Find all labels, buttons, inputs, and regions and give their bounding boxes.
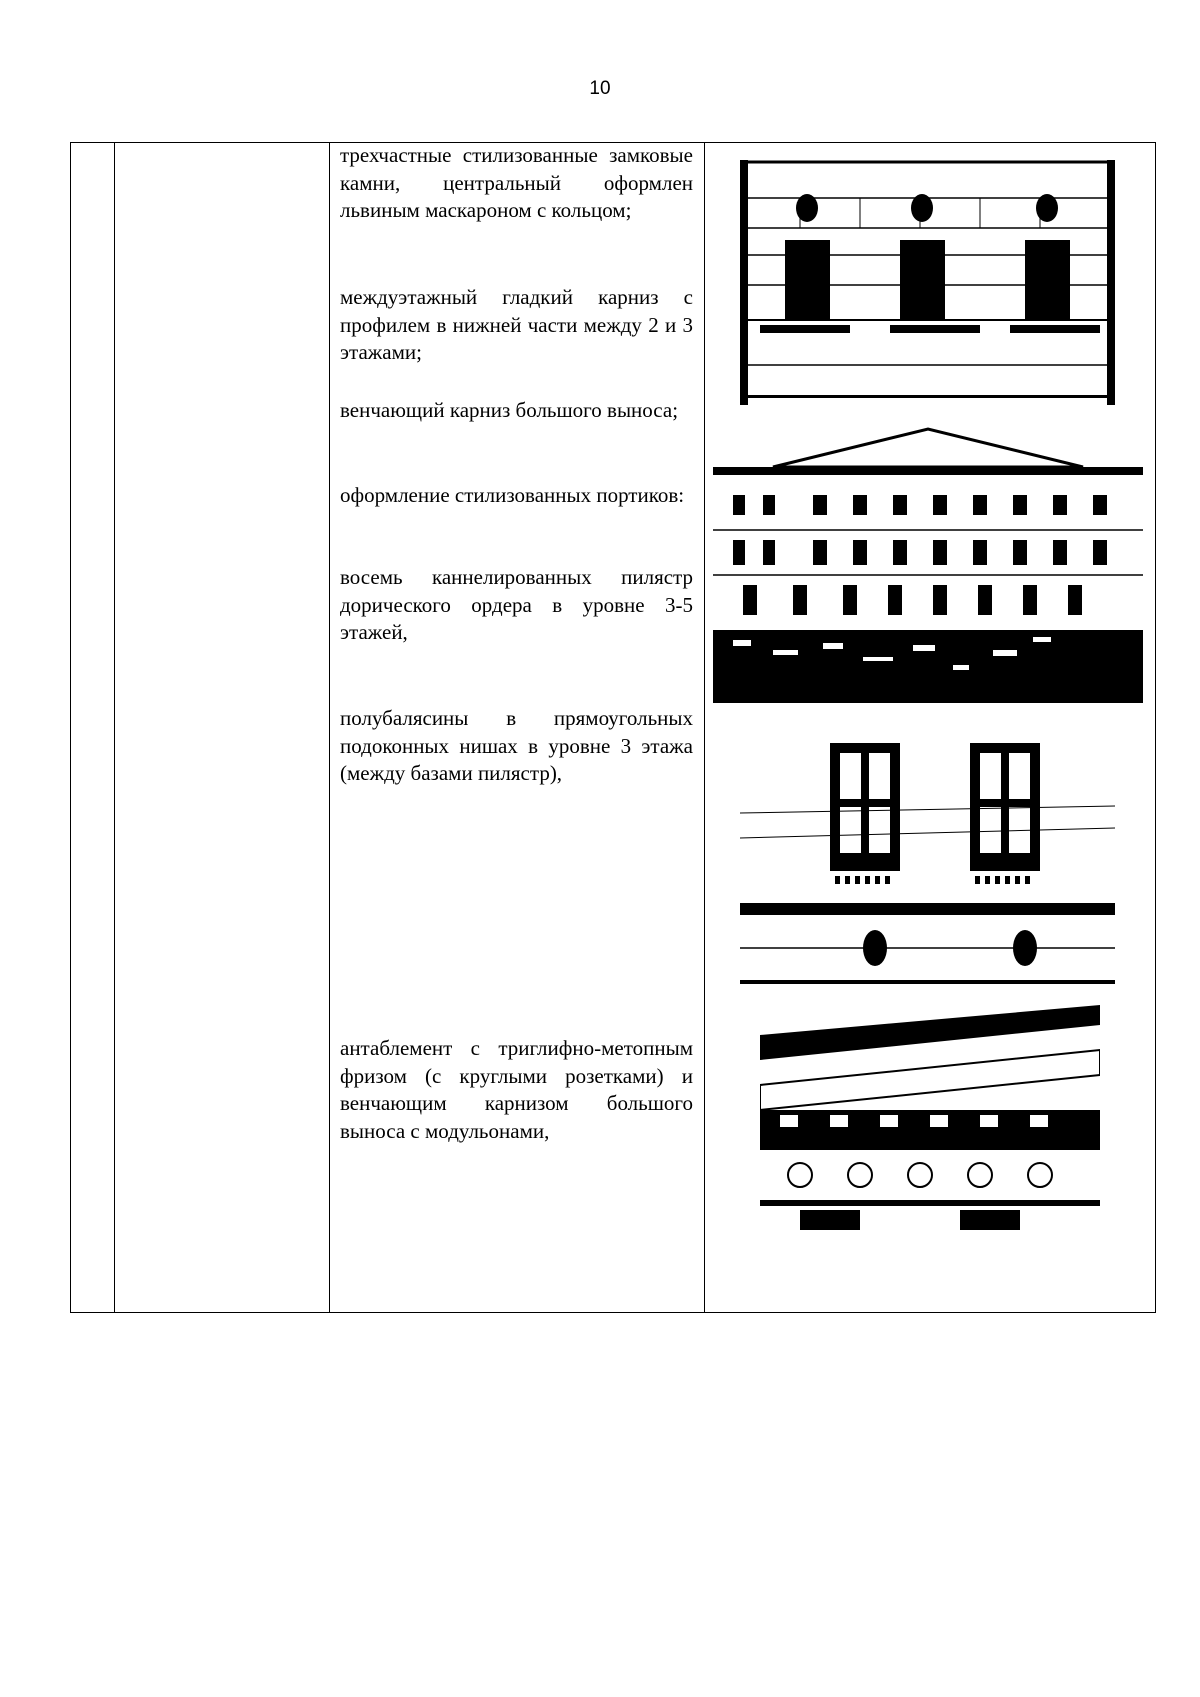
table-divider xyxy=(329,143,330,1312)
text-entablature: антаблемент с триглифно-метопным фризом (с круглыми розетками) и венчающим карнизом большого выноса с модульонами, xyxy=(340,1036,693,1143)
text-porticos: оформление стилизованных портиков: xyxy=(340,483,685,507)
text-balusters: полубалясины в прямоугольных подоконных нишах в уровне 3 этажа (между базами пилястр), xyxy=(340,706,693,785)
text-keystones: трехчастные стилизованные замковые камни, центральный оформлен львиным маскароном с кольцом; xyxy=(340,143,693,222)
windows-balusters-photo xyxy=(740,718,1115,990)
table-divider xyxy=(704,143,705,1312)
text-pilasters: восемь каннелированных пилястр дорического ордера в уровне 3-5 этажей, xyxy=(340,565,693,644)
table-divider xyxy=(114,143,115,1312)
facade-windows-keystones-photo xyxy=(740,160,1115,405)
building-portico-pediment-photo xyxy=(713,425,1143,703)
entablature-cornice-photo xyxy=(760,1005,1100,1245)
text-interfloor-cornice: междуэтажный гладкий карниз с профилем в нижней части между 2 и 3 этажами; xyxy=(340,285,693,364)
text-crowning-cornice: венчающий карниз большого выноса; xyxy=(340,398,679,422)
page-number: 10 xyxy=(589,78,611,99)
